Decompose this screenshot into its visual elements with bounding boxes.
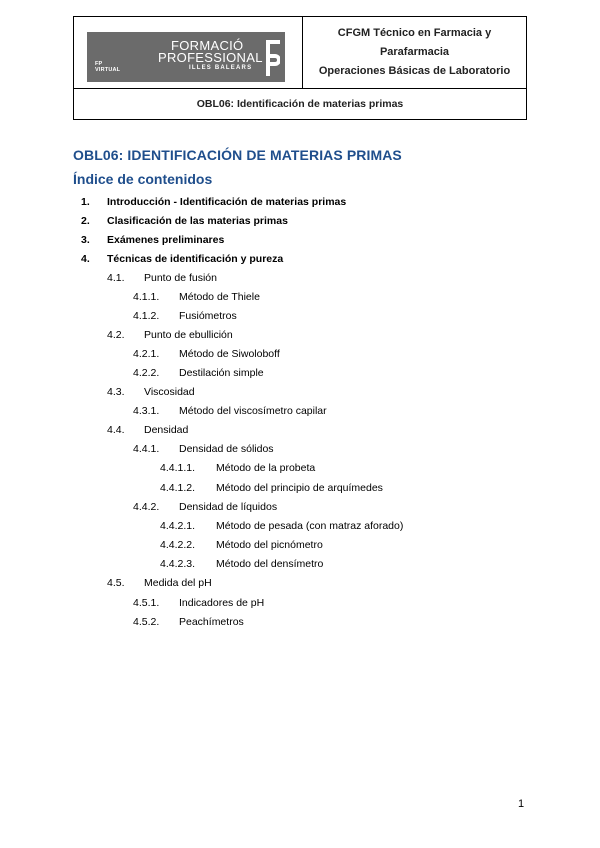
toc-number: 4.5. [107, 577, 125, 589]
logo-line-2: PROFESSIONAL [158, 50, 263, 65]
toc-number: 1. [81, 196, 90, 208]
toc-number: 4.4.1.1. [160, 462, 196, 474]
toc-number: 4.1.2. [133, 310, 160, 322]
toc-label: Medida del pH [144, 577, 212, 589]
logo-badge: FP VIRTUAL [95, 61, 121, 73]
toc-label: Densidad de líquidos [179, 501, 278, 513]
toc-label: Método del principio de arquímedes [216, 482, 383, 494]
logo-line-3: ILLES BALEARS [189, 65, 253, 71]
toc-number: 4.4.2.3. [160, 558, 196, 570]
course-name: CFGM Técnico en Farmacia y Parafarmacia [337, 27, 492, 58]
unit-title: OBL06: Identificación de materias primas [196, 98, 404, 110]
toc-number: 4.4. [107, 424, 125, 436]
toc-number: 4.4.2.2. [160, 539, 196, 551]
toc-label: Punto de ebullición [144, 329, 233, 341]
toc-number: 3. [81, 234, 90, 246]
toc-number: 4.4.2. [133, 501, 160, 513]
page-number: 1 [518, 798, 525, 810]
toc-number: 4.3.1. [133, 405, 160, 417]
toc-label: Fusiómetros [179, 310, 237, 322]
toc-number: 4.5.1. [133, 597, 160, 609]
fp-mark-icon [266, 40, 280, 76]
toc-label: Punto de fusión [144, 272, 217, 284]
toc-label: Método del picnómetro [216, 539, 323, 551]
header-logo-cell [74, 17, 303, 89]
toc-label: Destilación simple [179, 367, 264, 379]
toc-number: 4. [81, 253, 90, 265]
toc-label: Método de Thiele [179, 291, 260, 303]
toc-number: 4.1.1. [133, 291, 160, 303]
header-unit-cell [74, 89, 526, 119]
toc-heading: Índice de contenidos [73, 171, 213, 187]
toc-label: Viscosidad [144, 386, 195, 398]
toc-label: Densidad de sólidos [179, 443, 274, 455]
toc-label: Densidad [144, 424, 189, 436]
module-name: Operaciones Básicas de Laboratorio [318, 65, 511, 77]
toc-number: 4.4.2.1. [160, 520, 196, 532]
toc-number: 4.2.2. [133, 367, 160, 379]
logo-line-1: FORMACIÓ [171, 38, 244, 53]
toc-label: Técnicas de identificación y pureza [107, 253, 284, 265]
toc-label: Indicadores de pH [179, 597, 265, 609]
toc-label: Método del viscosímetro capilar [179, 405, 327, 417]
toc-label: Método de pesada (con matraz aforado) [216, 520, 404, 532]
header-title-cell [303, 17, 526, 89]
toc-label: Método de Siwoloboff [179, 348, 280, 360]
toc-label: Clasificación de las materias primas [107, 215, 288, 227]
toc-label: Método de la probeta [216, 462, 316, 474]
toc-number: 2. [81, 215, 90, 227]
toc-number: 4.3. [107, 386, 125, 398]
toc-label: Introducción - Identificación de materias primas [107, 196, 347, 208]
toc-number: 4.2. [107, 329, 125, 341]
toc-number: 4.1. [107, 272, 125, 284]
toc-number: 4.4.1. [133, 443, 160, 455]
document-header [73, 16, 527, 120]
toc-number: 4.2.1. [133, 348, 160, 360]
document-title: OBL06: IDENTIFICACIÓN DE MATERIAS PRIMAS [73, 147, 402, 163]
toc-number: 4.4.1.2. [160, 482, 196, 494]
toc-label: Método del densímetro [216, 558, 324, 570]
toc-label: Peachímetros [179, 616, 244, 628]
toc-number: 4.5.2. [133, 616, 160, 628]
fp-illes-balears-logo [87, 32, 285, 82]
toc-label: Exámenes preliminares [107, 234, 225, 246]
